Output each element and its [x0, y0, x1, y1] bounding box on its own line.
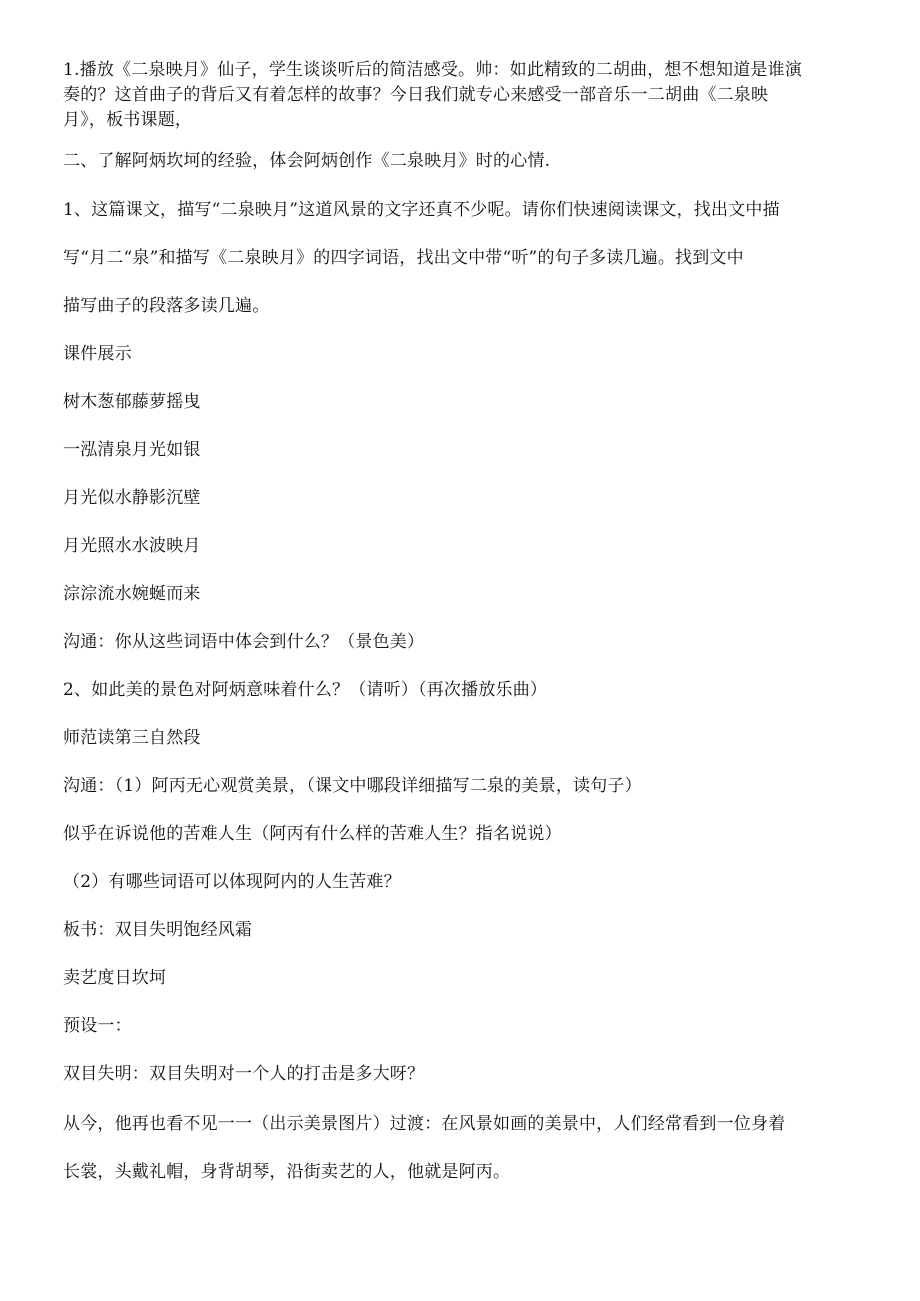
- text-line-22: 预设一：: [63, 1016, 132, 1036]
- text-line-6: 写“月二“泉”和描写《二泉映月》的四字词语，找出文中带“听”的句子多读几遍。找到文中: [63, 248, 744, 268]
- phrase-line-3: 月光似水静影沉壁: [63, 488, 201, 508]
- phrase-line-5: 淙淙流水婉蜒而来: [63, 584, 201, 604]
- text-line-23: 双目失明：双目失明对一个人的打击是多大呀？: [63, 1064, 425, 1084]
- text-line-21: 卖艺度日坎坷: [63, 968, 167, 988]
- text-line-25: 长裳，头戴礼帽，身背胡琴，沿街卖艺的人，他就是阿丙。: [63, 1162, 511, 1182]
- section-heading: 二、了解阿炳坎坷的经验，体会阿炳创作《二泉映月》时的心情.: [63, 151, 551, 171]
- text-line-8: 课件展示: [63, 344, 132, 364]
- phrase-line-4: 月光照水水波映月: [63, 536, 201, 556]
- text-line-1: 1.播放《二泉映月》仙子，学生谈谈听后的简洁感受。帅：如此精致的二胡曲，想不想知道是谁演: [63, 60, 803, 80]
- text-line-16: 师范读第三自然段: [63, 728, 201, 748]
- text-line-15: 2、如此美的景色对阿炳意味着什么？（请听）（再次播放乐曲）: [63, 680, 548, 700]
- text-line-24: 从今，他再也看不见一一（出示美景图片）过渡：在风景如画的美景中，人们经常看到一位身着: [63, 1114, 786, 1134]
- text-line-20: 板书：双目失明饱经风霜: [63, 920, 253, 940]
- text-line-2: 奏的？这首曲子的背后又有着怎样的故事？今日我们就专心来感受一部音乐一二胡曲《二泉映: [63, 85, 769, 105]
- phrase-line-1: 树木葱郁藤萝摇曳: [63, 392, 201, 412]
- text-line-5: 1、这篇课文，描写“二泉映月”这道风景的文字还真不少呢。请你们快速阅读课文，找出文中描: [63, 200, 780, 220]
- text-line-14: 沟通：你从这些词语中体会到什么？（景色美）: [63, 632, 425, 652]
- phrase-line-2: 一泓清泉月光如银: [63, 440, 201, 460]
- text-line-17: 沟通：（1）阿丙无心观赏美景，（课文中哪段详细描写二泉的美景，读句子）: [63, 776, 642, 796]
- text-line-18: 似乎在诉说他的苦难人生（阿丙有什么样的苦难人生？指名说说）: [63, 824, 562, 844]
- text-line-3: 月》，板书课题，: [63, 110, 193, 130]
- text-line-7: 描写曲子的段落多读几遍。: [63, 296, 270, 316]
- text-line-19: （2）有哪些词语可以体现阿内的人生苦难？: [63, 872, 401, 892]
